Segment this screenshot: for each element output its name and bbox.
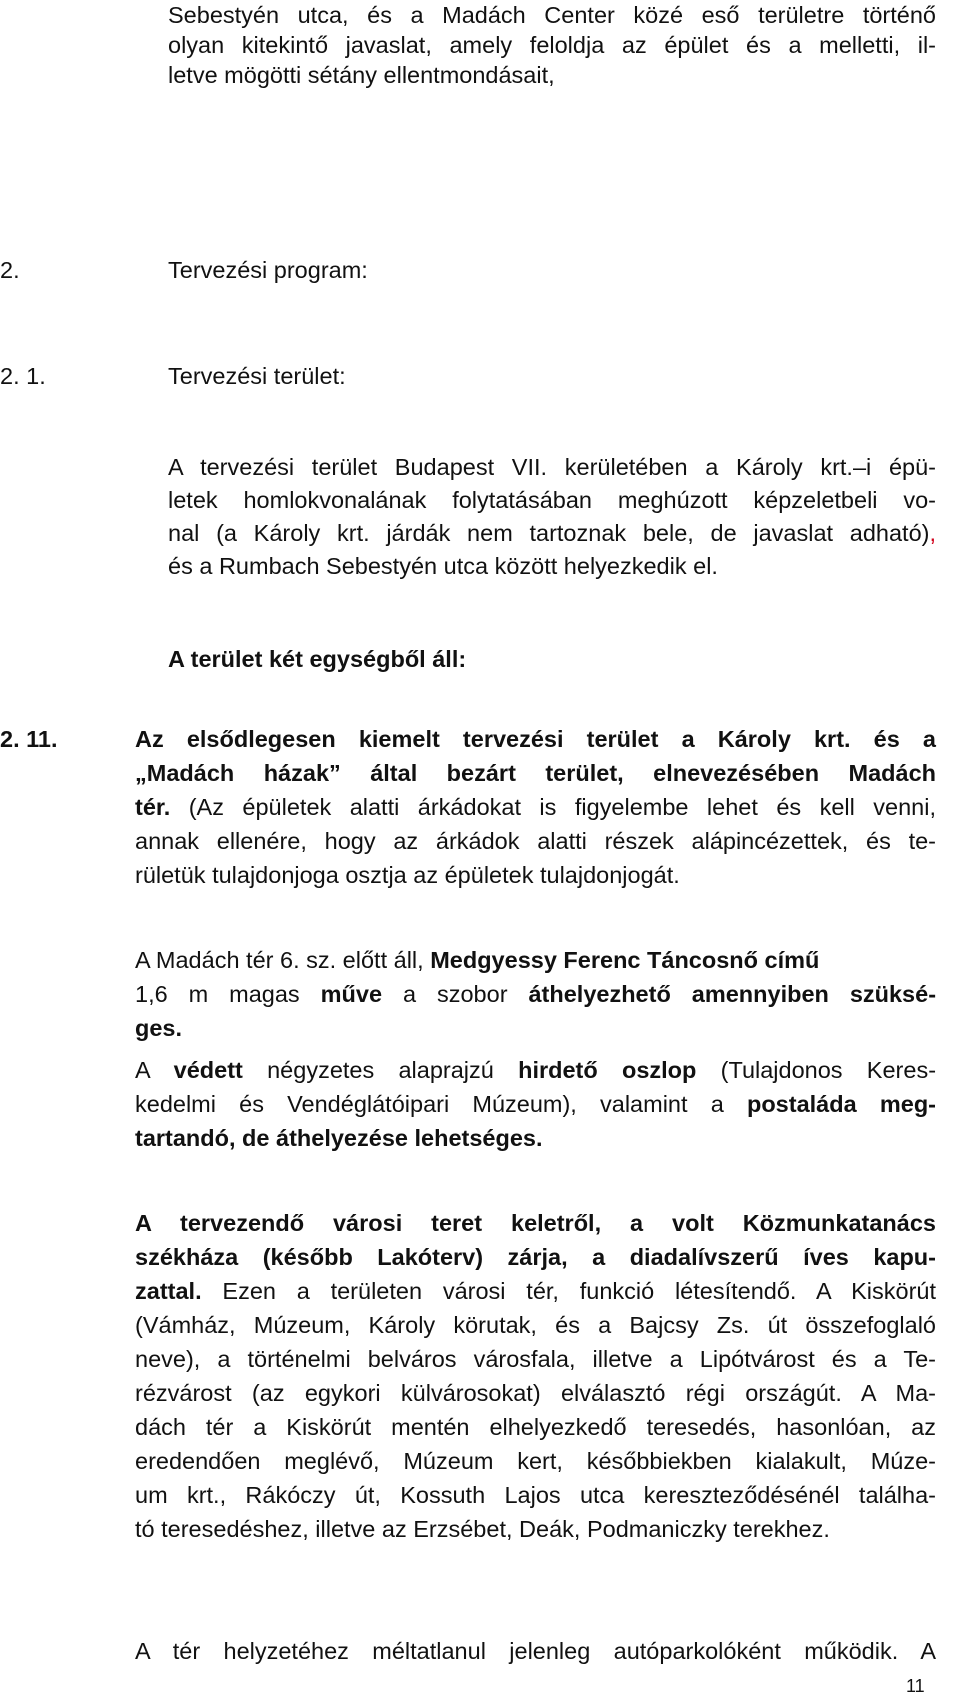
statue-text-c: a szobor bbox=[402, 981, 508, 1007]
square-line-10: tó teresedéshez, illetve az Erzsébet, Deák, Podmaniczky terekhez. bbox=[135, 1516, 830, 1542]
final-line: A tér helyzetéhez méltatlanul jelenleg autóparkolóként működik. A bbox=[135, 1638, 936, 1664]
column-line-1 bbox=[135, 1055, 936, 1085]
column-line-3: tartandó, de áthelyezése lehetséges. bbox=[135, 1125, 543, 1151]
statue-text-a: A Madách tér 6. sz. előtt áll, bbox=[135, 947, 424, 973]
square-line-3-rest: Ezen a területen városi tér, funkció létesítendő. A Kiskörút bbox=[201, 1278, 936, 1304]
column-mailbox: postaláda meg- bbox=[746, 1091, 936, 1117]
square-line-8: eredendően meglévő, Múzeum kert, későbbiekben kialakult, Múze- bbox=[135, 1448, 936, 1474]
statue-movable: áthelyezhető amennyiben szüksé- bbox=[528, 981, 937, 1007]
statue-work: műve bbox=[320, 981, 383, 1007]
column-text-l2a: kedelmi és Vendéglátóipari Múzeum), valamint a bbox=[135, 1091, 724, 1117]
statue-line-2 bbox=[135, 979, 936, 1009]
main-area-rest: (Az épületek alatti árkádokat is figyelembe lehet és kell venni, bbox=[170, 794, 936, 820]
intro-line-1: Sebestyén utca, és a Madách Center közé eső területre történő bbox=[168, 2, 936, 28]
section-2-1-title: Tervezési terület: bbox=[168, 363, 346, 389]
section-2-title: Tervezési program: bbox=[168, 257, 368, 283]
main-area-line-3 bbox=[135, 792, 936, 822]
square-line-1: A tervezendő városi teret keletről, a volt Közmunkatanács bbox=[135, 1210, 936, 1236]
statue-height: 1,6 m magas bbox=[135, 981, 300, 1007]
area-line-1: A tervezési terület Budapest VII. kerületében a Károly krt.–i épü- bbox=[168, 454, 936, 480]
main-area-line-4: annak ellenére, hogy az árkádok alatti részek alápincézettek, és te- bbox=[135, 828, 936, 854]
square-line-2: székháza (később Lakóterv) zárja, a diadalívszerű íves kapu- bbox=[135, 1244, 936, 1270]
square-line-7: dách tér a Kiskörút mentén elhelyezkedő teresedés, hasonlóan, az bbox=[135, 1414, 936, 1440]
column-advert-pillar: hirdető oszlop bbox=[518, 1057, 697, 1083]
square-line-9: um krt., Rákóczy út, Kossuth Lajos utca kereszteződésénél találha- bbox=[135, 1482, 936, 1508]
column-text-e: (Tulajdonos Keres- bbox=[720, 1057, 937, 1083]
intro-line-2: olyan kitekintő javaslat, amely feloldja az épület és a melletti, il- bbox=[168, 32, 936, 58]
main-area-bold-lead: tér. bbox=[135, 794, 171, 820]
section-2-11-number: 2. 11. bbox=[0, 726, 58, 752]
area-line-2: letek homlokvonalának folytatásában meghúzott képzeletbeli vo- bbox=[168, 487, 936, 513]
main-area-line-1: Az elsődlegesen kiemelt tervezési terület a Károly krt. és a bbox=[135, 726, 936, 752]
main-area-line-5: rületük tulajdonjoga osztja az épületek tulajdonjogát. bbox=[135, 862, 680, 888]
square-line-4: (Vámház, Múzeum, Károly körutak, és a Bajcsy Zs. út összefoglaló bbox=[135, 1312, 936, 1338]
intro-line-3: letve mögötti sétány ellentmondásait, bbox=[168, 62, 555, 88]
section-2-1-number: 2. 1. bbox=[0, 363, 46, 389]
page-number: 11 bbox=[906, 1676, 925, 1696]
units-heading: A terület két egységből áll: bbox=[168, 646, 467, 672]
column-text-a: A bbox=[135, 1057, 150, 1083]
area-line-3-text: nal (a Károly krt. járdák nem tartoznak bele, de javaslat adható) bbox=[168, 520, 930, 546]
red-comma: , bbox=[929, 520, 936, 546]
square-line-6: rézvárost (az egykori külvárosokat) elválasztó régi országút. A Ma- bbox=[135, 1380, 936, 1406]
statue-line-3: ges. bbox=[135, 1015, 183, 1041]
area-line-3 bbox=[168, 518, 936, 548]
section-2-number: 2. bbox=[0, 257, 20, 283]
column-text-c: négyzetes alaprajzú bbox=[267, 1057, 494, 1083]
column-line-2 bbox=[135, 1089, 936, 1119]
statue-line-1 bbox=[135, 945, 819, 975]
square-bold-lead: zattal. bbox=[135, 1278, 202, 1304]
column-protected: védett bbox=[173, 1057, 243, 1083]
square-line-5: neve), a történelmi belváros városfala, illetve a Lipótvárost és a Te- bbox=[135, 1346, 936, 1372]
statue-name: Medgyessy Ferenc Táncosnő című bbox=[430, 947, 820, 973]
area-line-4: és a Rumbach Sebestyén utca között helyezkedik el. bbox=[168, 553, 718, 579]
main-area-line-2: „Madách házak” által bezárt terület, elnevezésében Madách bbox=[135, 760, 936, 786]
square-line-3 bbox=[135, 1276, 936, 1306]
